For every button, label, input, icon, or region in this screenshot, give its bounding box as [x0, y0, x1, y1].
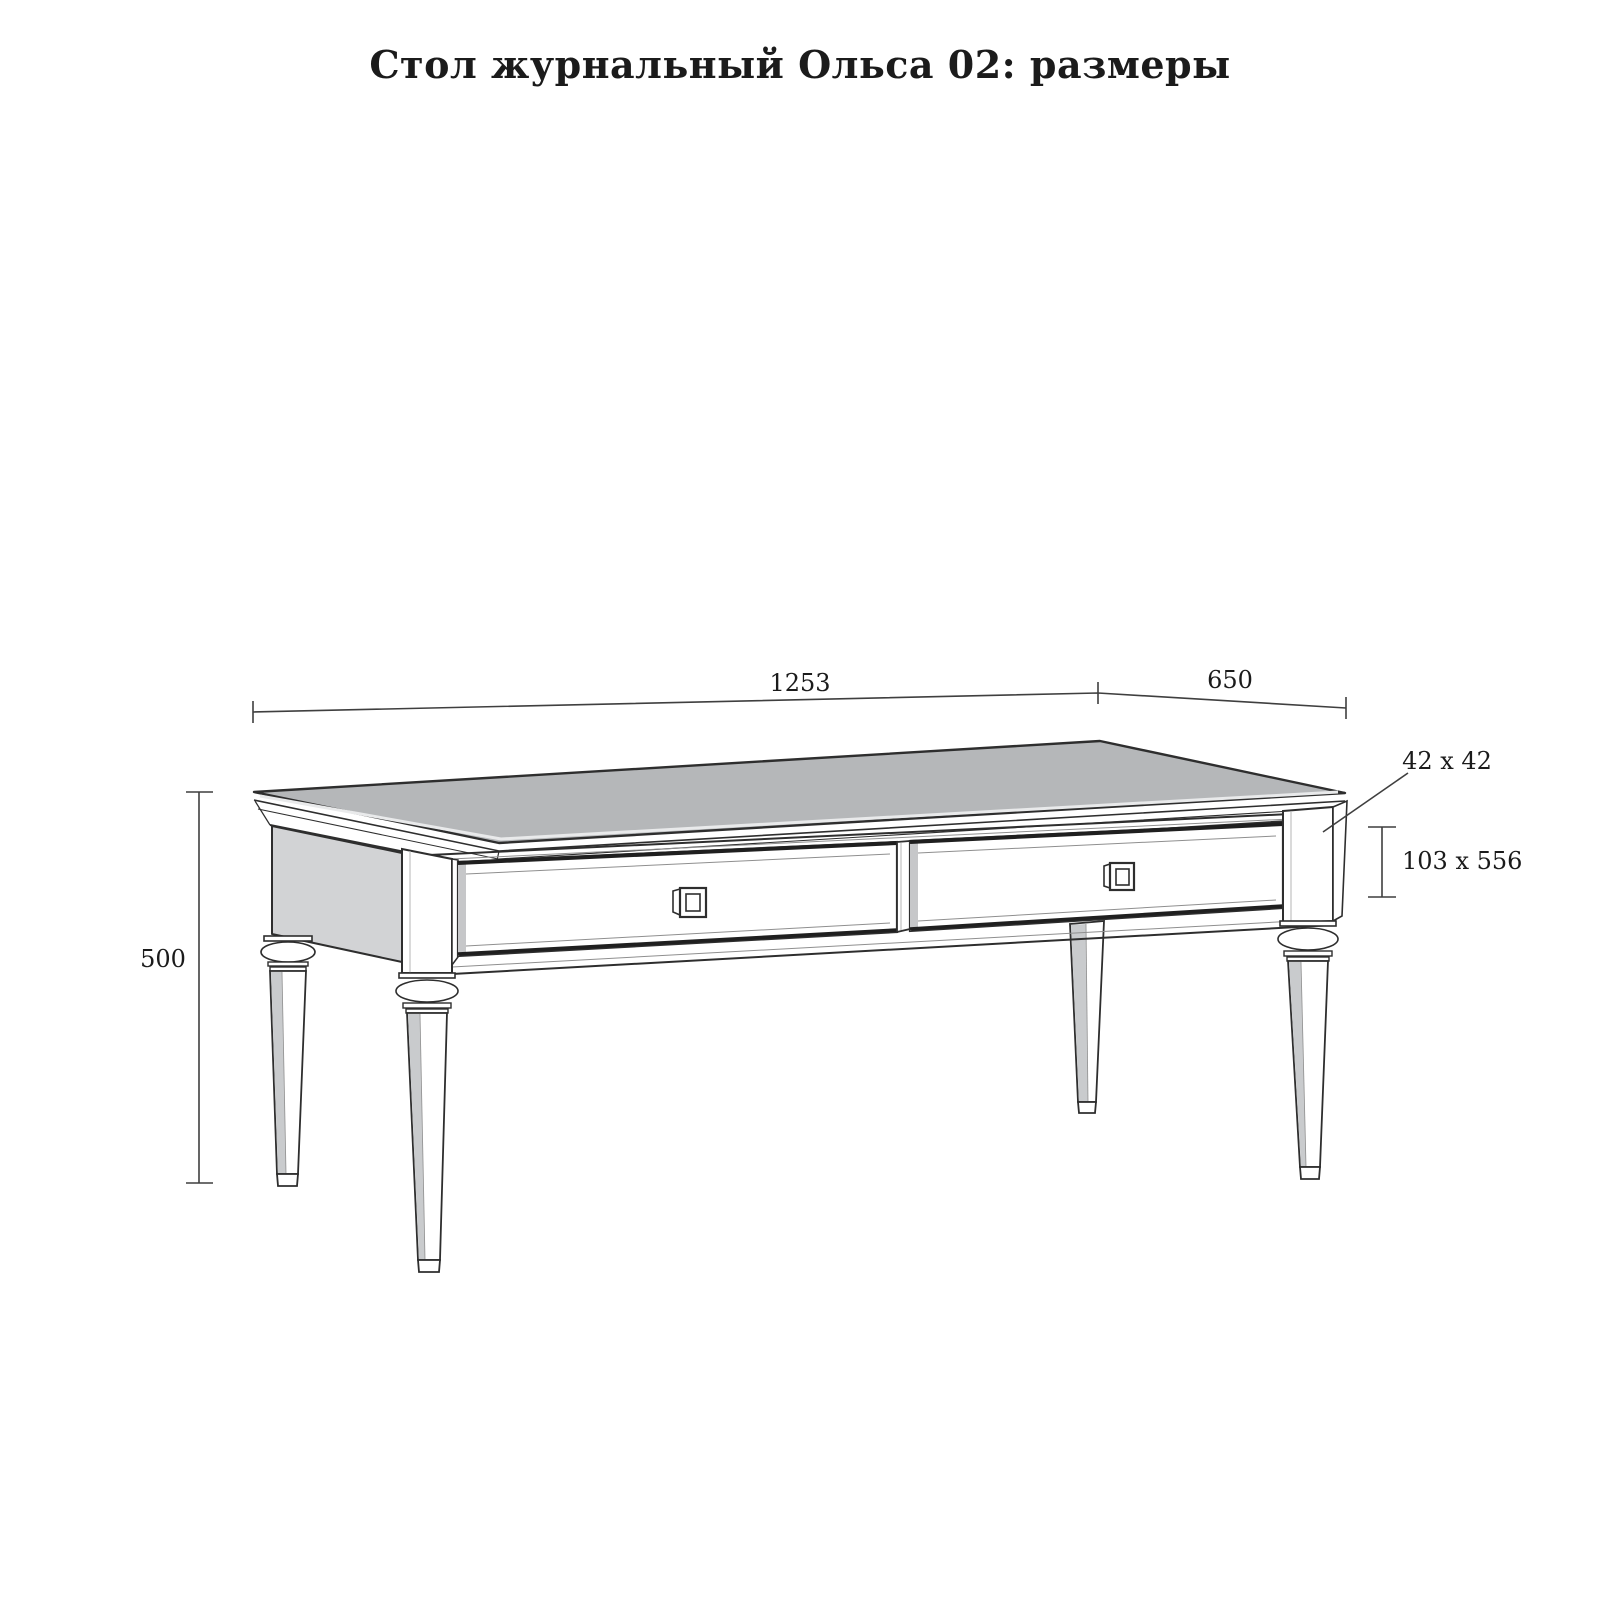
leg-cap-bulge [1278, 928, 1338, 950]
handle-inner [1116, 869, 1129, 885]
right-side-sliver [1333, 801, 1347, 921]
back-right-leg [1070, 921, 1104, 1113]
table-drawing [254, 741, 1347, 1272]
drawer-divider [897, 841, 910, 932]
leg-foot [418, 1260, 440, 1272]
leg-cap-ring [1284, 951, 1332, 956]
leg-foot [277, 1174, 298, 1186]
leg-cap-ring [1280, 921, 1336, 926]
drawer-side-reveal [458, 862, 466, 956]
leg-cap-bulge [396, 980, 458, 1002]
right-drawer-handle [1104, 863, 1134, 890]
front-left-post [402, 849, 452, 973]
left-drawer-handle [673, 888, 706, 917]
left-drawer [458, 842, 897, 956]
drawer-side-reveal [910, 841, 918, 931]
height-dimension-label: 500 [140, 945, 186, 973]
leg-cap-bulge [261, 942, 315, 962]
divider-face [897, 841, 910, 932]
leg-cap-ring [399, 973, 455, 978]
leg-foot [1300, 1167, 1320, 1179]
dimension-drawer-front [1368, 827, 1522, 897]
width-dimension-label: 1253 [769, 669, 831, 697]
depth-dimension-label: 650 [1207, 666, 1253, 694]
front-right-leg [1278, 801, 1347, 1179]
leg-cap-ring [268, 962, 308, 966]
right-drawer [910, 823, 1283, 931]
drawer-front-label: 103 x 556 [1402, 847, 1523, 875]
dimension-height [140, 792, 213, 1183]
back-left-leg [261, 936, 315, 1186]
dimension-leg-section [1323, 747, 1492, 832]
molding-left-corner [255, 801, 270, 825]
leg-section-label: 42 x 42 [1402, 747, 1492, 775]
diagram-title: Стол журнальный Ольса 02: размеры [369, 42, 1231, 87]
leader-line [1323, 773, 1408, 832]
dimension-width-depth [253, 666, 1346, 723]
handle-inner [686, 894, 700, 911]
front-left-leg [396, 973, 458, 1272]
leg-foot [1078, 1102, 1096, 1113]
leg-cap-ring [403, 1003, 451, 1008]
leg-cap-ring [264, 936, 312, 941]
